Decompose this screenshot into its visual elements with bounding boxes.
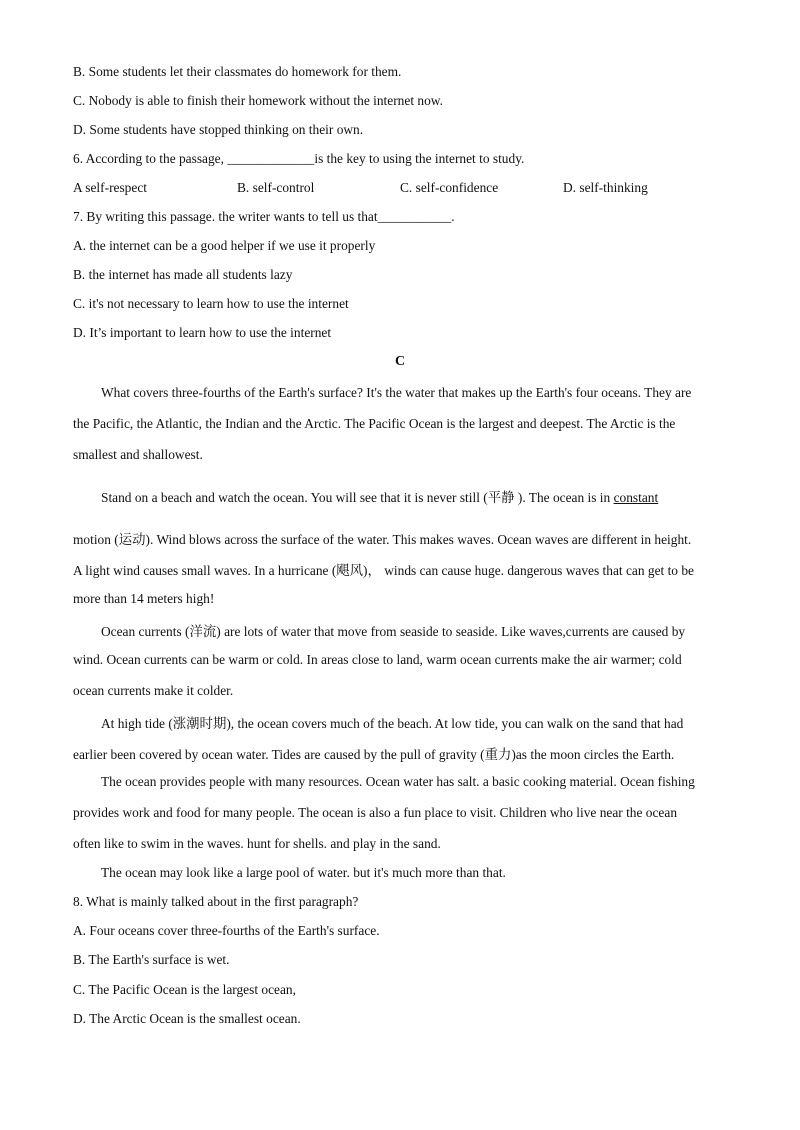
paragraph-1-line-1: What covers three-fourths of the Earth's surface? It's the water that makes up the Earth's four oceans. They are	[101, 385, 692, 400]
option-c-q5: C. Nobody is able to finish their homework without the internet now.	[73, 93, 443, 108]
paragraph-3-line-1: Ocean currents (洋流) are lots of water that move from seaside to seaside. Like waves,currents are caused by	[101, 624, 686, 639]
paragraph-4-line-1: At high tide (涨潮时期), the ocean covers much of the beach. At low tide, you can walk on the sand that had	[101, 716, 684, 731]
question-8-stem: 8. What is mainly talked about in the first paragraph?	[73, 894, 359, 909]
q8-option-b: B. The Earth's surface is wet.	[73, 952, 230, 967]
paragraph-2-line-3: A light wind causes small waves. In a hurricane (飓风)， winds can cause huge. dangerous waves that can get to be	[73, 563, 694, 578]
q7-option-b: B. the internet has made all students lazy	[73, 267, 293, 282]
paragraph-5-line-1: The ocean provides people with many resources. Ocean water has salt. a basic cooking material. Ocean fishing	[101, 774, 695, 789]
paragraph-2-line-4: more than 14 meters high!	[73, 591, 215, 606]
paragraph-2-line-1	[101, 487, 658, 506]
paragraph-5-line-3: often like to swim in the waves. hunt for shells. and play in the sand.	[73, 836, 441, 851]
paragraph-2-text: Stand on a beach and watch the ocean. You will see that it is never still (平静 ). The ocean is in	[101, 490, 614, 505]
underlined-word: constant	[613, 490, 659, 505]
option-d-q5: D. Some students have stopped thinking on their own.	[73, 122, 364, 137]
option-b-q5: B. Some students let their classmates do homework for them.	[73, 64, 402, 79]
question-6-stem: 6. According to the passage, _____________is the key to using the internet to study.	[73, 151, 525, 166]
paragraph-1-line-3: smallest and shallowest.	[73, 447, 203, 462]
paragraph-1-line-2: the Pacific, the Atlantic, the Indian and the Arctic. The Pacific Ocean is the largest and deepest. The Arctic is the	[73, 416, 676, 431]
q6-option-d: D. self-thinking	[563, 180, 648, 195]
paragraph-4-line-2: earlier been covered by ocean water. Tides are caused by the pull of gravity (重力)as the moon circles the Earth.	[73, 747, 675, 762]
q6-option-b: B. self-control	[237, 180, 315, 195]
q8-option-c: C. The Pacific Ocean is the largest ocean,	[73, 982, 296, 997]
q7-option-d: D. It’s important to learn how to use the internet	[73, 325, 332, 340]
q8-option-a: A. Four oceans cover three-fourths of the Earth's surface.	[73, 923, 380, 938]
q8-option-d: D. The Arctic Ocean is the smallest ocean.	[73, 1011, 301, 1026]
paragraph-2-line-2: motion (运动). Wind blows across the surface of the water. This makes waves. Ocean waves are different in height.	[73, 532, 692, 547]
paragraph-3-line-2: wind. Ocean currents can be warm or cold. In areas close to land, warm ocean currents make the air warmer; cold	[73, 652, 682, 667]
paragraph-3-line-3: ocean currents make it colder.	[73, 683, 234, 698]
paragraph-6: The ocean may look like a large pool of water. but it's much more than that.	[101, 865, 506, 880]
question-7-stem: 7. By writing this passage. the writer wants to tell us that___________.	[73, 209, 455, 224]
q6-option-c: C. self-confidence	[400, 180, 499, 195]
section-heading: C	[394, 354, 406, 369]
q7-option-a: A. the internet can be a good helper if we use it properly	[73, 238, 376, 253]
q7-option-c: C. it's not necessary to learn how to use the internet	[73, 296, 349, 311]
paragraph-5-line-2: provides work and food for many people. The ocean is also a fun place to visit. Children who live near the ocean	[73, 805, 678, 820]
q6-option-a: A self-respect	[73, 180, 147, 195]
